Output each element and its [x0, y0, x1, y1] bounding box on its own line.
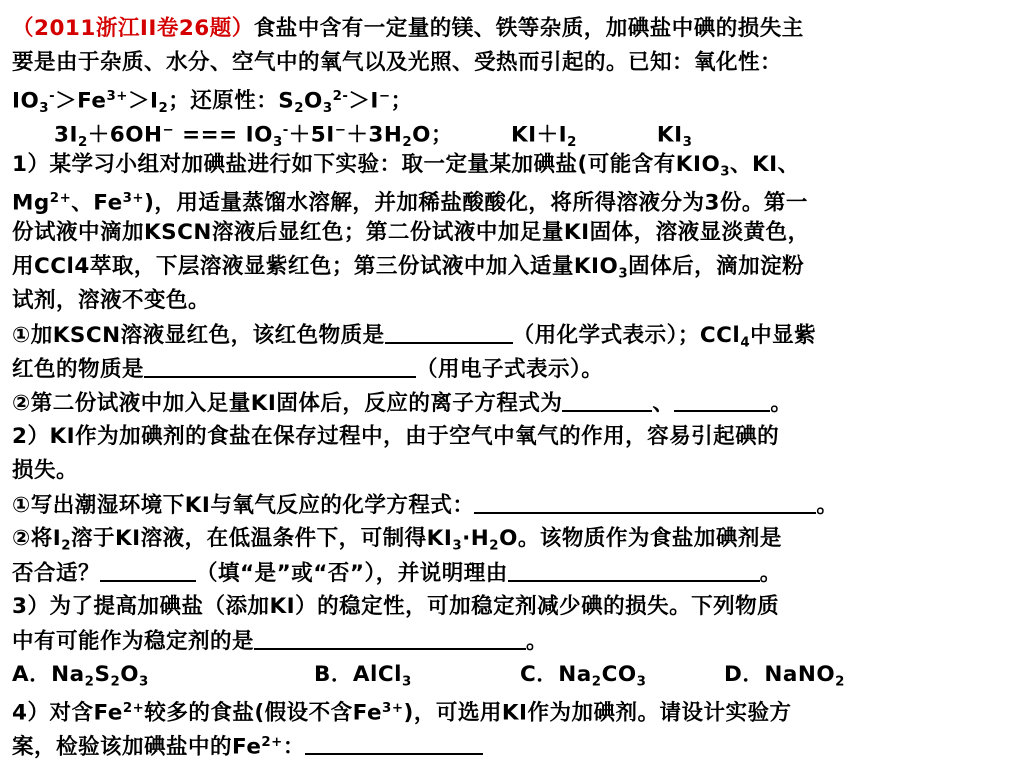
line-16: [12, 522, 1012, 556]
subscript: 3: [322, 100, 333, 116]
question-text: 红色的物质是: [12, 357, 145, 382]
superscript: -: [49, 89, 56, 104]
answer-blank-ionic-equation-2[interactable]: [674, 386, 770, 412]
subscript: 2: [402, 134, 413, 150]
body-text: 固体后，滴加淀粉: [628, 254, 805, 279]
equation-text: ＋3H: [346, 122, 403, 148]
equation-text: O；: [412, 122, 453, 148]
answer-blank-ionic-equation-1[interactable]: [562, 386, 652, 412]
question-text: 否合适？: [12, 561, 101, 586]
subscript: 2: [84, 674, 95, 690]
question-text: （用化学式表示）；CCl: [512, 323, 741, 348]
body-text: 损失。: [12, 458, 79, 483]
superscript: −: [162, 123, 175, 138]
question-text: 。: [770, 391, 793, 416]
body-text: 2）KI作为加碘剂的食盐在保存过程中，由于空气中氧气的作用，容易引起碘的: [12, 424, 780, 449]
formula-text: ＞I: [348, 88, 379, 114]
question-text: 、: [652, 391, 675, 416]
subscript: 2: [77, 134, 88, 150]
subscript: 4: [740, 335, 751, 351]
formula-text: ＞Fe: [55, 88, 107, 114]
equation-text: ＋5I: [288, 122, 335, 148]
superscript: 2+: [49, 191, 72, 206]
body-text: 4）对含Fe: [12, 700, 123, 726]
line-15: [12, 488, 1012, 522]
superscript: -: [282, 123, 289, 138]
equation-text: === IO: [174, 122, 273, 148]
body-text: 3）为了提高加碘盐（添加KI）的稳定性，可加稳定剂减少碘的损失。下列物质: [12, 594, 780, 619]
body-text: )，用适量蒸馏水溶解，并加稀盐酸酸化，将所得溶液分为3份。第一: [144, 190, 808, 216]
option-text: O: [120, 662, 139, 687]
subscript: 3: [682, 134, 693, 150]
line-3: [12, 80, 1012, 114]
body-text: 用CCl4萃取，下层溶液显紫红色；第三份试液中加入适量KIO: [12, 254, 619, 279]
equation-text: ＋6OH: [87, 122, 163, 148]
subscript: 2: [61, 538, 71, 554]
superscript: 3+: [122, 191, 145, 206]
question-text: （用电子式表示）。: [416, 357, 604, 382]
subscript: 2: [158, 100, 169, 116]
question-text: 中显紫: [750, 323, 817, 348]
answer-blank-reason[interactable]: [508, 556, 760, 582]
line-10: [12, 318, 1012, 352]
subscript: 3: [452, 538, 463, 554]
line-5: [12, 148, 1012, 182]
body-text: 试剂，溶液不变色。: [12, 288, 211, 313]
body-text: )，可选用KI作为加碘剂。请设计实验方: [403, 700, 792, 726]
answer-blank-yes-no[interactable]: [100, 556, 196, 582]
subscript: 2: [591, 674, 602, 690]
source-tag: （2011浙江II卷26题）: [12, 16, 254, 41]
option-text: B．AlCl: [314, 662, 403, 687]
line-11: [12, 352, 1012, 386]
line-4-equations: [12, 114, 1012, 148]
line-1: [12, 12, 1012, 46]
line-17: [12, 556, 1012, 590]
formula-text: ；还原性：S: [168, 88, 295, 114]
answer-blank-stabilizer[interactable]: [254, 624, 526, 650]
superscript: −: [378, 89, 391, 104]
subscript: 3: [272, 134, 283, 150]
subscript: 3: [139, 674, 149, 690]
body-text: 1）某学习小组对加碘盐进行如下实验：取一定量某加碘盐(可能含有KIO: [12, 152, 721, 177]
question-text: 。: [816, 493, 839, 518]
line-14: [12, 454, 1012, 488]
equation-text: KI＋I: [510, 122, 568, 148]
line-2: [12, 46, 1012, 80]
subscript: 3: [618, 266, 629, 282]
line-13: [12, 420, 1012, 454]
line-19: [12, 624, 1012, 658]
question-text: ②将I: [12, 526, 62, 551]
question-text: O。该物质作为食盐加碘剂是: [499, 526, 782, 551]
equation-text: KI: [656, 122, 683, 148]
question-text: ②第二份试液中加入足量KI固体后，反应的离子方程式为: [12, 391, 563, 416]
answer-blank-chemical-equation[interactable]: [474, 488, 816, 514]
option-text: C．Na: [520, 662, 592, 687]
formula-text: O: [304, 88, 323, 114]
subscript: 3: [39, 100, 50, 116]
subscript: 3: [636, 674, 647, 690]
question-text: 中有可能作为稳定剂的是: [12, 629, 255, 654]
equation-text: 3I: [54, 122, 78, 148]
question-text: 。: [526, 629, 549, 654]
option-text: A．Na: [12, 662, 85, 687]
stem-text: 食盐中含有一定量的镁、铁等杂质，加碘盐中碘的损失主: [253, 16, 804, 41]
question-text: 溶于KI溶液，在低温条件下，可制得KI: [71, 526, 453, 551]
formula-text: IO: [12, 88, 40, 114]
question-text: ：: [282, 734, 305, 760]
superscript: −: [334, 123, 347, 138]
body-text: 较多的食盐(假设不含Fe: [144, 700, 383, 726]
question-text: （填“是”或“否”），并说明理由: [196, 561, 508, 586]
superscript: 3+: [106, 89, 128, 104]
answer-blank-electron-formula[interactable]: [144, 352, 416, 378]
superscript: 3+: [382, 701, 404, 716]
subscript: 2: [567, 134, 577, 150]
body-text: Mg: [12, 190, 50, 216]
stem-text: 要是由于杂质、水分、空气中的氧气以及光照、受热而引起的。已知：氧化性：: [12, 50, 783, 75]
line-9: [12, 284, 1012, 318]
answer-blank-red-substance[interactable]: [385, 318, 513, 344]
line-12: [12, 386, 1012, 420]
subscript: 2: [489, 538, 500, 554]
option-text: D．NaNO: [724, 662, 836, 687]
question-text: ①加KSCN溶液显红色，该红色物质是: [12, 323, 385, 348]
line-21: [12, 692, 1012, 726]
question-text: 案，检验该加碘盐中的Fe: [12, 734, 262, 760]
body-text: 、Fe: [71, 190, 123, 216]
superscript: 2+: [261, 735, 283, 750]
option-text: CO: [601, 662, 637, 687]
subscript: 2: [835, 674, 845, 690]
answer-blank-experiment-design[interactable]: [305, 729, 483, 755]
formula-text: ；: [390, 88, 413, 114]
superscript: 2+: [122, 701, 145, 716]
line-22: [12, 726, 1012, 760]
subscript: 2: [110, 674, 121, 690]
line-18: [12, 590, 1012, 624]
body-text: 份试液中滴加KSCN溶液后显红色；第二份试液中加足量KI固体，溶液显淡黄色，: [12, 220, 810, 245]
subscript: 2: [294, 100, 305, 116]
line-8: [12, 250, 1012, 284]
question-text: 。: [759, 561, 782, 586]
line-20-options: [12, 658, 1012, 692]
subscript: 3: [402, 674, 412, 690]
formula-text: ＞I: [127, 88, 159, 114]
line-6: [12, 182, 1012, 216]
question-text: ·H: [462, 526, 490, 551]
question-text: ①写出潮湿环境下KI与氧气反应的化学方程式：: [12, 493, 475, 518]
body-text: 、KI、: [730, 152, 800, 177]
option-text: S: [94, 662, 111, 687]
subscript: 3: [720, 164, 731, 180]
superscript: 2-: [332, 89, 349, 104]
line-7: [12, 216, 1012, 250]
